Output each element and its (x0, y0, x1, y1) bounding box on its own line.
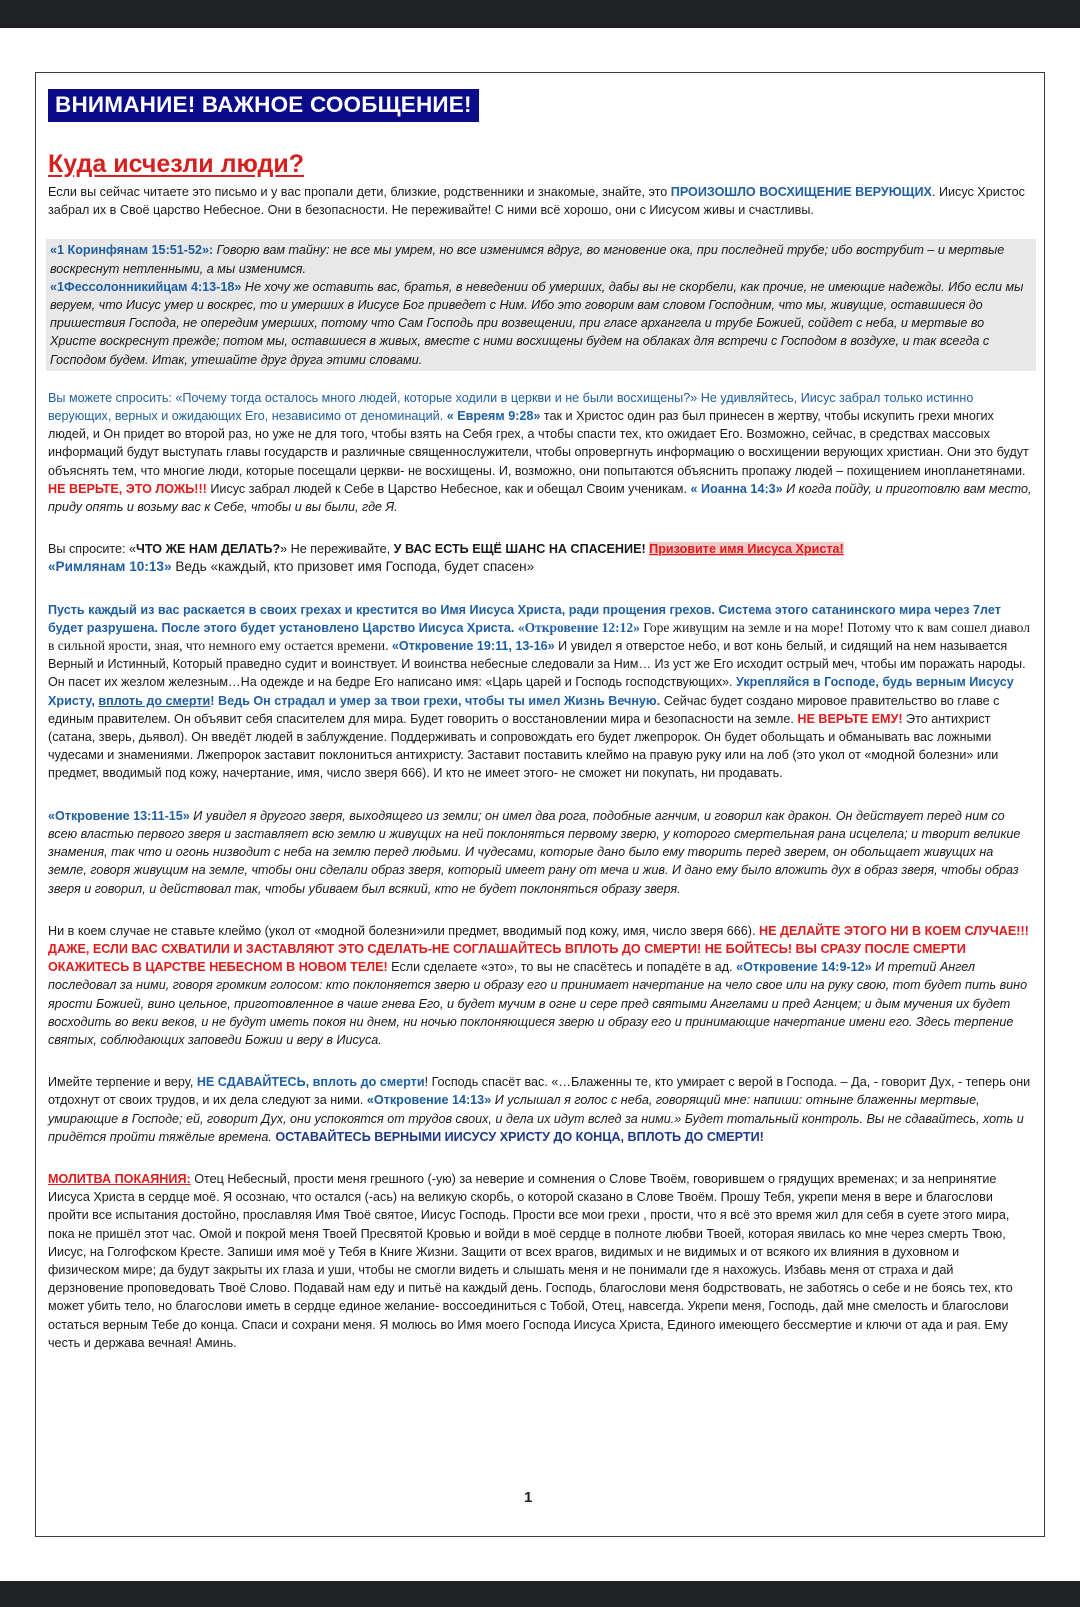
ref-corinthians: «1 Коринфянам 15:51-52»: (50, 243, 214, 258)
top-status-bar (0, 0, 1080, 28)
dont-give-up-text: НЕ СДАВАЙТЕСЬ, вплоть до смерти (196, 1075, 425, 1090)
prayer-label: МОЛИТВА ПОКАЯНИЯ: (48, 1171, 191, 1186)
text-fragment: Вы спросите: « (48, 542, 137, 557)
paragraph-what-to-do (48, 540, 1032, 558)
paragraph-patience (48, 1073, 1032, 1146)
quote-thessalonians (50, 278, 1032, 369)
quote-revelation-14-9: И третий Ангел последовал за ними, говоря громким голосом: кто поклоняется зверю и образу его и принимает начертание на чело свое или на руку свою, тот будет пить вино ярости Божией, вино цельное, приготовленное в чаше гнева Его, и будет мучим в огне и сере пред святыми Ангелами и пред Агнцем; и дым мучения их будет восходить во веки веков, и не будут иметь покоя ни днем, ни ночью поклоняющиеся зверю и образу его и принимающие начертание имени его. Здесь терпение святых, соблюдающих заповеди Божии и веру в Иисуса. (48, 960, 1028, 1047)
page-title: Куда исчезли люди? (48, 150, 305, 178)
question-text: Вы можете спросить: «Почему тогда осталось много людей, которые ходили в церкви и не были восхищены?» Не удивляйтесь, Иисус забрал только истинно верующих, верных и ожидающих Его, независимо от деноминаций. (48, 390, 974, 424)
patience-text-2: ! Господь спасёт вас. «…Блаженны те, кто умирает с верой в Господа. – Да, - говорит Дух, - теперь они отдохнут от своих трудов, и их дела следуют за ними. (48, 1075, 1031, 1108)
chance-text: У ВАС ЕСТЬ ЕЩЁ ШАНС НА СПАСЕНИЕ! (393, 542, 646, 557)
text-fragment: » Не переживайте, (280, 542, 394, 557)
ref-revelation-14-13: «Откровение 14:13» (366, 1093, 492, 1108)
paragraph-repent (48, 601, 1032, 783)
quote-revelation-19: И увидел я отверстое небо, и вот конь белый, и сидящий на нем называется Верный и Истинный, Который праведно судит и воинствует. И воинства небесные следовали за Ним… Из уст же Его исходит острый меч, чтобы им поражать народы. Он пасет их жезлом железным…На одежде и на бедре Его написано имя: «Царь царей и Господь господствующих». (48, 639, 1026, 690)
ref-thessalonians: «1Фессолонникийцам 4:13-18» (50, 279, 242, 294)
quote-john: И когда пойду, и приготовлю вам место, приду опять и возьму вас к Себе, чтобы и вы были, где Я. (48, 481, 1032, 515)
ref-revelation-13: «Откровение 13:11-15» (48, 808, 190, 823)
romans-text: Ведь «каждый, кто призовет имя Господа, будет спасен» (171, 559, 535, 575)
patience-text: Имейте терпение и веру, (48, 1075, 197, 1090)
intro-text-2: . Иисус Христос забрал их в Своё царство Небесное. Они в безопасности. Не переживайте! С ними всё хорошо, они с Иисусом живы и счастливы. (48, 185, 1025, 218)
mark-warning-text: Ни в коем случае не ставьте клеймо (укол от «модной болезни»или предмет, вводимый под кожу, имя, число зверя 666). (48, 923, 759, 938)
paragraph-why-left-text-2: Иисус забрал людей к Себе в Царство Небесное, как и обещал Своим ученикам. (206, 481, 691, 496)
warning-dont-believe: НЕ ВЕРЬТЕ, ЭТО ЛОЖЬ!!! (48, 481, 207, 496)
paragraph-prayer (48, 1170, 1032, 1352)
until-death-underlined: вплоть до смерти (98, 693, 211, 708)
repent-text: Пусть каждый из вас раскается в своих грехах и крестится во Имя Иисуса Христа, ради прощения грехов. Система этого сатанинского мира через 7лет будет разрушена. После этого будет установлено Царство Иисуса Христа. (48, 602, 1001, 635)
bottom-navigation-bar (0, 1581, 1080, 1607)
paragraph-why-left-text: так и Христос один раз был принесен в жертву, чтобы искупить грехи многих людей, и Он придет во второй раз, но уже не для того, чтобы взять на Себя грех, а чтобы спасти тех, кто ожидает Его. Возможно, сейчас, в средствах массовых информаций будут выступать главы государств и различные священнослужители, чтобы опровергнуть информацию о восхищении верующих христиан. Они это будут объяснять тем, что многие люди, которые посещали церкви- не восхищены. И, возможно, они попытаются объяснить пропажу людей – похищением инопланетянами. (48, 409, 1029, 478)
paragraph-mark-warning (48, 922, 1032, 1049)
call-jesus-highlight: Призовите имя Иисуса Христа! (649, 542, 844, 557)
be-faithful-text: Укрепляйся в Господе, будь верным Иисусу Христу, (48, 675, 1014, 708)
world-government-text: Сейчас будет создано мировое правительство во главе с единым правителем. Он объявит себя спасителем для мира. Будет говорить о восстановлении мира и безопасности на земле. (48, 693, 1000, 726)
ref-revelation-12: «Откровение 12:12» (517, 619, 640, 635)
quote-revelation-12: Горе живущим на земле и на море! Потому что к вам сошел диавол в сильной ярости, зная, что немного ему остается времени. (48, 619, 1030, 654)
stay-faithful-text: ОСТАВАЙТЕСЬ ВЕРНЫМИ ИИСУСУ ХРИСТУ ДО КОНЦА, ВПЛОТЬ ДО СМЕРТИ! (275, 1129, 764, 1144)
ref-revelation-19: «Откровение 19:11, 13-16» (391, 639, 555, 654)
quote-thessalonians-text: Не хочу же оставить вас, братья, в неведении об умерших, дабы вы не скорбели, как прочие, не имеющие надежды. Ибо если мы веруем, что Иисус умер и воскрес, то и умерших в Иисусе Бог приведет с Ним. Ибо это говорим вам словом Господним, что мы, живущие, оставшиеся до пришествия Господа, не опередим умерших, потому что Сам Господь при возвещении, при гласе архангела и трубе Божией, сойдет с неба, и мертвые во Христе воскреснут прежде; потом мы, оставшиеся в живых, вместе с ними восхищены будем на облаках для встречи с Господом в воздухе, и так всегда с Господом будем. Итак, утешайте друг друга этими словами. (50, 279, 1024, 367)
intro-paragraph (48, 183, 1032, 219)
be-faithful-text-2: ! Ведь Он страдал и умер за твои грехи, чтобы ты имел Жизнь Вечную. (210, 693, 661, 708)
page-number: 1 (524, 1489, 533, 1506)
quote-revelation-14-13: И услышал я голос с неба, говорящий мне: напиши: отныне блаженны мертвые, умирающие в Господе; ей, говорит Дух, они успокоятся от трудов своих, и дела их идут вслед за ними.» Будет тотальный контроль. Вы не сдавайтесь, хоть и придётся пройти тяжёлые времена. (48, 1093, 1024, 1144)
warning-dont-believe-him: НЕ ВЕРЬТЕ ЕМУ! (797, 711, 903, 726)
question-what-to-do: ЧТО ЖЕ НАМ ДЕЛАТЬ? (136, 542, 281, 557)
ref-revelation-14-9: «Откровение 14:9-12» (736, 960, 872, 975)
antichrist-text: Это антихрист (сатана, зверь, дьявол). Он введёт людей в заблуждение. Поддерживать и сопровождать его будет лжепророк. Он будет обольщать и обманывать вас ложными чудесами и знамениями. Лжепророк заставит поклониться антихристу. Заставит поставить клеймо на правую руку или на лоб (это укол от «модной болезни» или предмет, вводимый под кожу, начертание, имя, число зверя 666). И кто не имеет этого- не сможет ни покупать, ни продавать. (48, 711, 999, 781)
intro-text: Если вы сейчас читаете это письмо и у вас пропали дети, близкие, родственники и знакомые, знайте, это (48, 185, 671, 199)
quote-revelation-13: И увидел я другого зверя, выходящего из земли; он имел два рога, подобные агнчим, и говорил как дракон. Он действует перед ним со всею властью первого зверя и заставляет всю землю и живущих на ней поклоняться первому зверю, у которого смертельная рана исцелела; и творит великие знамения, так что и огонь низводит с неба на землю перед людьми. И чудесами, которые дано было ему творить перед зверем, он обольщает живущих на земле, говоря живущим на земле, чтобы они сделали образ зверя, который имеет рану от меча и жив. И дано ему было вложить дух в образ зверя, чтобы образ зверя и говорил, и действовал так, чтобы убиваем был всякий, кто не будет поклоняться образу зверя. (48, 808, 1021, 896)
paragraph-revelation-13 (48, 807, 1032, 898)
quote-corinthians (50, 241, 1032, 277)
rapture-highlight: ПРОИЗОШЛО ВОСХИЩЕНИЕ ВЕРУЮЩИХ (670, 185, 932, 199)
prayer-text: Отец Небесный, прости меня грешного (-ую) за неверие и сомнения о Слове Твоём, говорившем о грядущих временах; и за непринятие Иисуса Христа в сердце моё. Я осознаю, что остался (-ась) на великую скорбь, о которой сказано в Слове Твоём. Прошу Тебя, укрепи меня в вере и благослови пройти все испытания достойно, прославляя Имя Твоё святое, Иисус Господь. Прости все мои грехи , прости, что я всё это время жил для себя в суете этого мира, пока не пришёл этот час. Омой и покрой меня Твоей Пресвятой Кровью и войди в моё сердце в полноте любви Твоей, которая явилась ко мне через смерть Твою, Иисус, на Голгофском Кресте. Запиши имя моё у Тебя в Книге Жизни. Защити от всех врагов, видимых и не видимых и от всякого их влияния в духовном и физическом мире; да будут закрыты их глаза и уши, чтобы не смогли видеть и слышать меня и не понимали где я нахожусь. Избавь меня от страха и дай дерзновение проповедовать Твоё Слово. Подавай нам еду и питьё на каждый день. Господь, благослови меня бодрствовать, не заботясь о себе и не боясь тех, кто может убить тело, но благослови иметь в сердце единое желание- воссоединиться с Тобой, Отец, навсегда. Укрепи меня, Господь, дай мне смелость и благослови остаться верным Тебе до конца. Спаси и сохрани меня. Я молюсь во Имя моего Господа Иисуса Христа, Единого имеющего бессмертие и ключи от ада и рая. Ему честь и держава вечная! Аминь. (48, 1171, 1013, 1350)
quote-corinthians-text: Говорю вам тайну: не все мы умрем, но все изменимся вдруг, во мгновение ока, при последней трубе; ибо вострубит – и мертвые воскреснут нетленными, а мы изменимся. (50, 243, 1005, 276)
romans-line (48, 558, 1032, 576)
mark-warning-text-2: Если сделаете «это», то вы не спасётесь и попадёте в ад. (387, 960, 737, 975)
attention-banner: ВНИМАНИЕ! ВАЖНОЕ СООБЩЕНИЕ! (48, 89, 479, 122)
paragraph-why-left (48, 389, 1032, 516)
ref-john: « Иоанна 14:3» (690, 481, 783, 496)
warning-do-not-take-mark: НЕ ДЕЛАЙТЕ ЭТОГО НИ В КОЕМ СЛУЧАЕ!!! ДАЖЕ, ЕСЛИ ВАС СХВАТИЛИ И ЗАСТАВЛЯЮТ ЭТО СДЕЛАТЬ-НЕ СОГЛАШАЙТЕСЬ ВПЛОТЬ ДО СМЕРТИ! НЕ БОЙТЕСЬ! ВЫ СРАЗУ ПОСЛЕ СМЕРТИ ОКАЖИТЕСЬ В ЦАРСТВЕ НЕБЕСНОМ В НОВОМ ТЕЛЕ! (48, 923, 1029, 975)
ref-hebrews: « Евреям 9:28» (443, 409, 541, 424)
document-page (35, 72, 1045, 1537)
scripture-quote-box (46, 239, 1036, 370)
page-content (48, 89, 1032, 1352)
ref-romans: «Римлянам 10:13» (48, 559, 172, 575)
